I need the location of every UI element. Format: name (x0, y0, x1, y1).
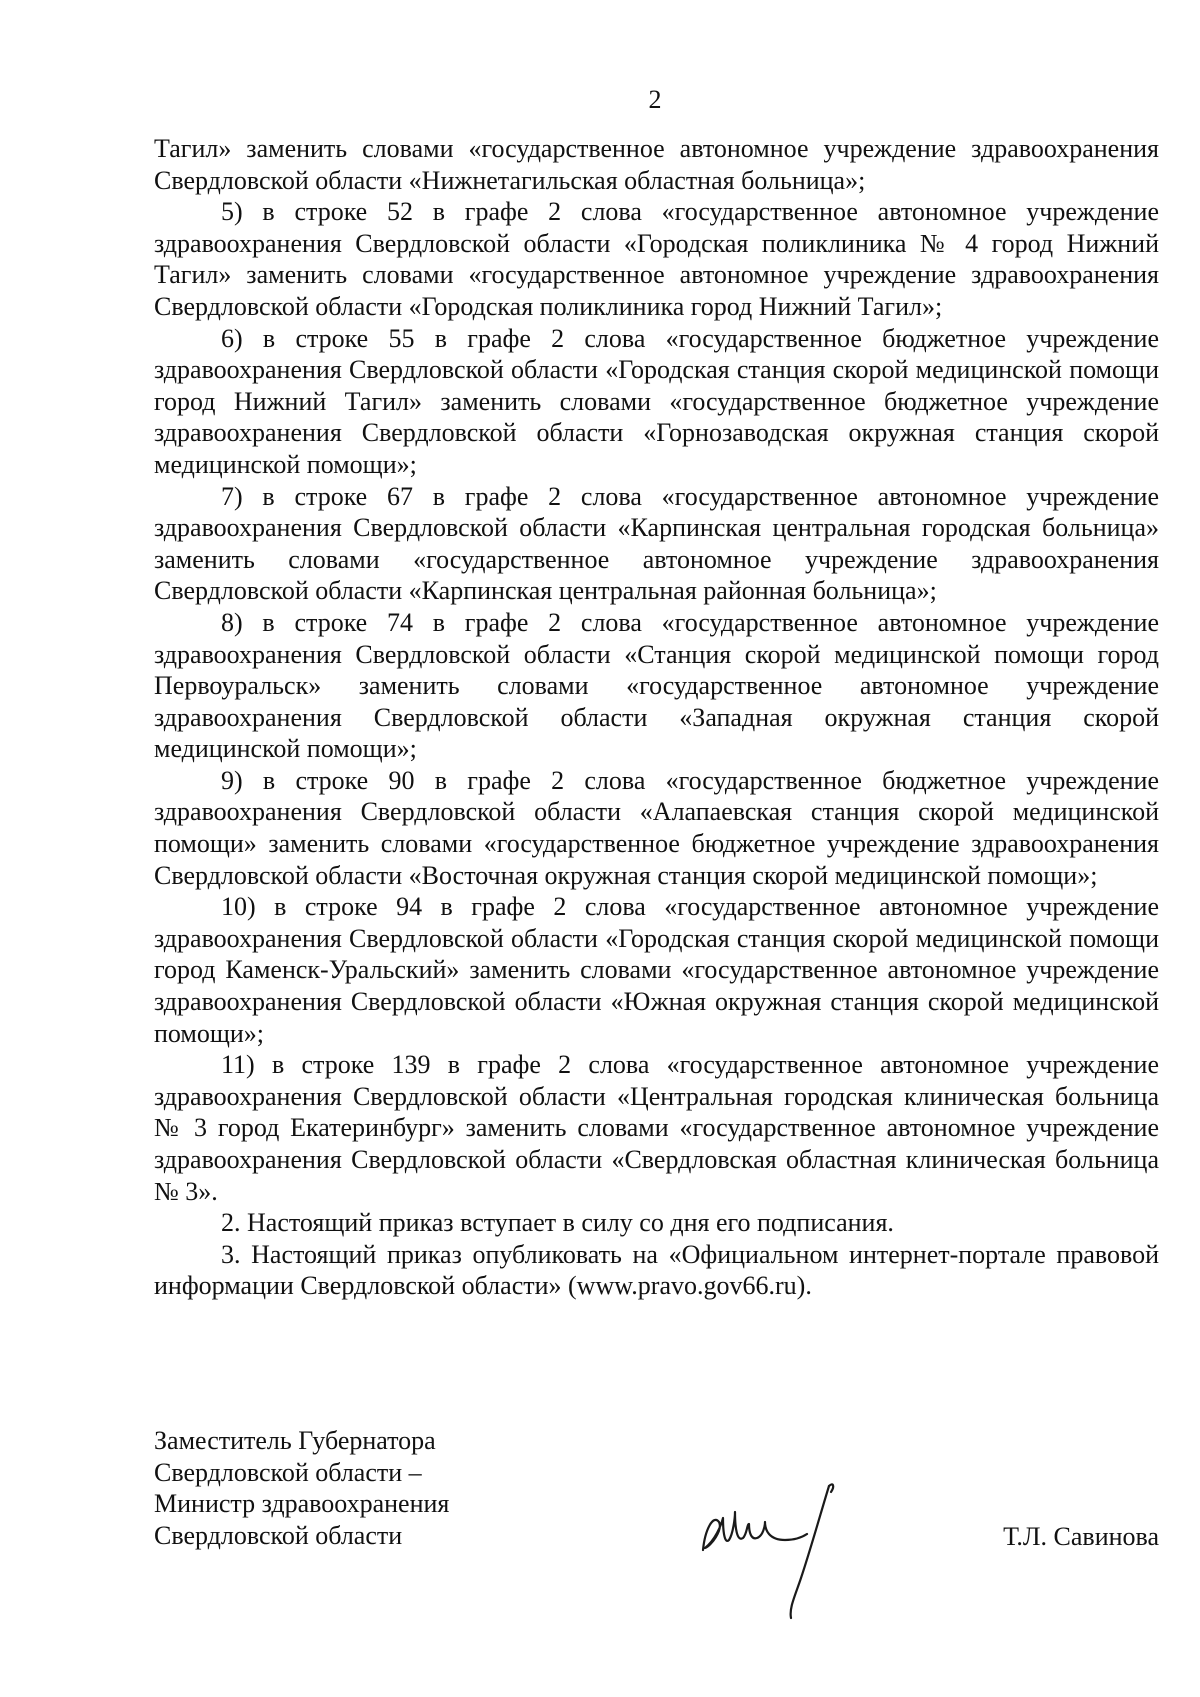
signer-title-line: Заместитель Губернатора (154, 1426, 436, 1455)
signer-title (154, 1425, 574, 1551)
handwritten-signature (689, 1478, 859, 1628)
page-number: 2 (648, 85, 662, 114)
signature-stroke (829, 1484, 833, 1492)
paragraph-item-5: 5) в строке 52 в графе 2 слова «государственное автономное учреждение здравоохранения Свердловской области «Городская поликлиника № 4 город Нижний Тагил» заменить словами «государственное автономное учреждение здравоохранения Свердловской области «Городская поликлиника город Нижний Тагил»; (154, 197, 1159, 321)
paragraph-item-6: 6) в строке 55 в графе 2 слова «государственное бюджетное учреждение здравоохранения Свердловской области «Городская станция скорой медицинской помощи город Нижний Тагил» заменить словами «государственное бюджетное учреждение здравоохранения Свердловской области «Горнозаводская окружная станция скорой медицинской помощи»; (154, 323, 1159, 479)
paragraph-item-11: 11) в строке 139 в графе 2 слова «государственное автономное учреждение здравоохранения Свердловской области «Центральная городская клиническая больница № 3 город Екатеринбург» заменить словами «государственное автономное учреждение здравоохранения Свердловской области «Свердловская областная клиническая больница № 3». (154, 1050, 1159, 1206)
paragraph-item-10: 10) в строке 94 в графе 2 слова «государственное автономное учреждение здравоохранения Свердловской области «Городская станция скорой медицинской помощи город Каменск-Уральский» заменить словами «государственное автономное учреждение здравоохранения Свердловской области «Южная окружная станция скорой медицинской помощи»; (154, 892, 1159, 1048)
paragraph-clause-2: 2. Настоящий приказ вступает в силу со дня его подписания. (221, 1208, 894, 1238)
paragraph-clause-3: 3. Настоящий приказ опубликовать на «Официальном интернет-портале правовой информации Свердловской области» (www.pravo.gov66.ru). (154, 1239, 1159, 1301)
paragraph-item-8: 8) в строке 74 в графе 2 слова «государственное автономное учреждение здравоохранения Свердловской области «Станция скорой медицинской помощи город Первоуральск» заменить словами «государственное автономное учреждение здравоохранения Свердловской области «Западная окружная станция скорой медицинской помощи»; (154, 607, 1159, 764)
paragraph-item-9: 9) в строке 90 в графе 2 слова «государственное бюджетное учреждение здравоохранения Свердловской области «Алапаевская станция скорой медицинской помощи» заменить словами «государственное бюджетное учреждение здравоохранения Свердловской области «Восточная окружная станция скорой медицинской помощи»; (154, 765, 1159, 890)
signature-stroke (703, 1512, 807, 1550)
signature-block (154, 1425, 1159, 1625)
signer-name: Т.Л. Савинова (1003, 1522, 1159, 1551)
signature-stroke (791, 1486, 829, 1618)
signer-title-line: Свердловской области (154, 1520, 403, 1550)
paragraph-continuation: Тагил» заменить словами «государственное автономное учреждение здравоохранения Свердловской области «Нижнетагильская областная больница»; (154, 134, 1159, 195)
signer-title-line: Министр здравоохранения (154, 1489, 450, 1519)
paragraph-item-7: 7) в строке 67 в графе 2 слова «государственное автономное учреждение здравоохранения Свердловской области «Карпинская центральная городская больница» заменить словами «государственное автономное учреждение здравоохранения Свердловской области «Карпинская центральная районная больница»; (154, 481, 1159, 606)
signer-title-line: Свердловской области – (154, 1457, 422, 1487)
document-body (154, 133, 1159, 1302)
